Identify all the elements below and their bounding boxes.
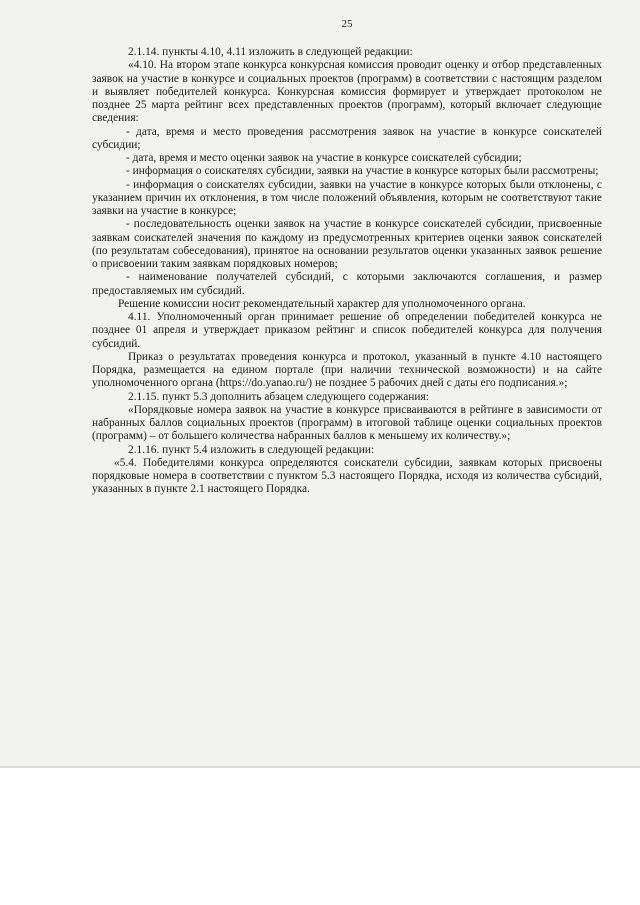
paragraph-5-4: «5.4. Победителями конкурса определяются соискатели субсидии, заявкам которых присвоены порядковые номера в соответствии с пунктом 5.3 настоящего Порядка, исходя из количества субсидий, указанных в пункте 2.1 настоящего Порядка. <box>92 456 602 496</box>
paragraph-commission-decision: Решение комиссии носит рекомендательный характер для уполномоченного органа. <box>118 297 526 310</box>
list-item-evaluation-date: - дата, время и место оценки заявок на участие в конкурсе соискателей субсидии; <box>126 152 522 164</box>
paragraph-order-publication: Приказ о результатах проведения конкурса и протокол, указанный в пункте 4.10 настоящего Порядка, размещается на едином портале (при наличии технической возможности) и на сайте уполномоченного органа (https://do.yanao.ru/) не позднее 5 рабочих дней с даты его подписания.»; <box>92 350 602 390</box>
list-item-review-date: - дата, время и место проведения рассмотрения заявок на участие в конкурсе соискателей субсидии; <box>92 125 602 151</box>
page-number: 25 <box>341 18 353 30</box>
paragraph-4-11: 4.11. Уполномоченный орган принимает решение об определении победителей конкурса не позднее 01 апреля и утверждает приказом рейтинг и список победителей конкурса для получения субсидий. <box>92 311 602 350</box>
list-item-rejected-applicants: - информация о соискателях субсидии, заявки на участие в конкурсе которых были отклонены, с указанием причин их отклонения, в том числе положений объявления, которым не соответствуют такие заявки на участие в конкурсе; <box>92 178 602 217</box>
document-body <box>92 46 602 497</box>
paragraph-2-1-15: 2.1.15. пункт 5.3 дополнить абзацем следующего содержания: <box>128 390 429 403</box>
paragraph-2-1-16: 2.1.16. пункт 5.4 изложить в следующей редакции: <box>128 443 375 456</box>
paragraph-4-10: «4.10. На втором этапе конкурса конкурсная комиссия проводит оценку и отбор представленных заявок на участие в конкурсе и социальных проектов (программ) в соответствии с настоящим разделом и выявляет победителей конкурса. Конкурсная комиссия формирует и утверждает протоколом не позднее 25 марта рейтинг всех представленных проектов (программ), который включает следующие сведения: <box>92 59 602 125</box>
list-item-evaluation-order: - последовательность оценки заявок на участие в конкурсе соискателей субсидии, присвоенные заявкам соискателей значения по каждому из предусмотренных критериев оценки заявок соискателей (по результатам собеседования), принятое на основании результатов оценки указанных заявок решение о присвоении таким заявкам порядковых номеров; <box>92 218 602 270</box>
list-item-recipients: - наименование получателей субсидий, с которыми заключаются соглашения, и размер предоставляемых им субсидий. <box>92 271 602 297</box>
list-item-reviewed-applicants: - информация о соискателях субсидии, заявки на участие в конкурсе которых были рассмотрены; <box>126 165 599 178</box>
scan-edge-divider <box>0 766 640 768</box>
paragraph-2-1-14: 2.1.14. пункты 4.10, 4.11 изложить в следующей редакции: <box>128 46 413 58</box>
paragraph-ranking-numbers: «Порядковые номера заявок на участие в конкурсе присваиваются в рейтинге в зависимости от набранных баллов социальных проектов (программ) в итоговой таблице оценки социальных проектов (программ) – от большего количества набранных баллов к меньшему их количеству.»; <box>92 403 602 443</box>
